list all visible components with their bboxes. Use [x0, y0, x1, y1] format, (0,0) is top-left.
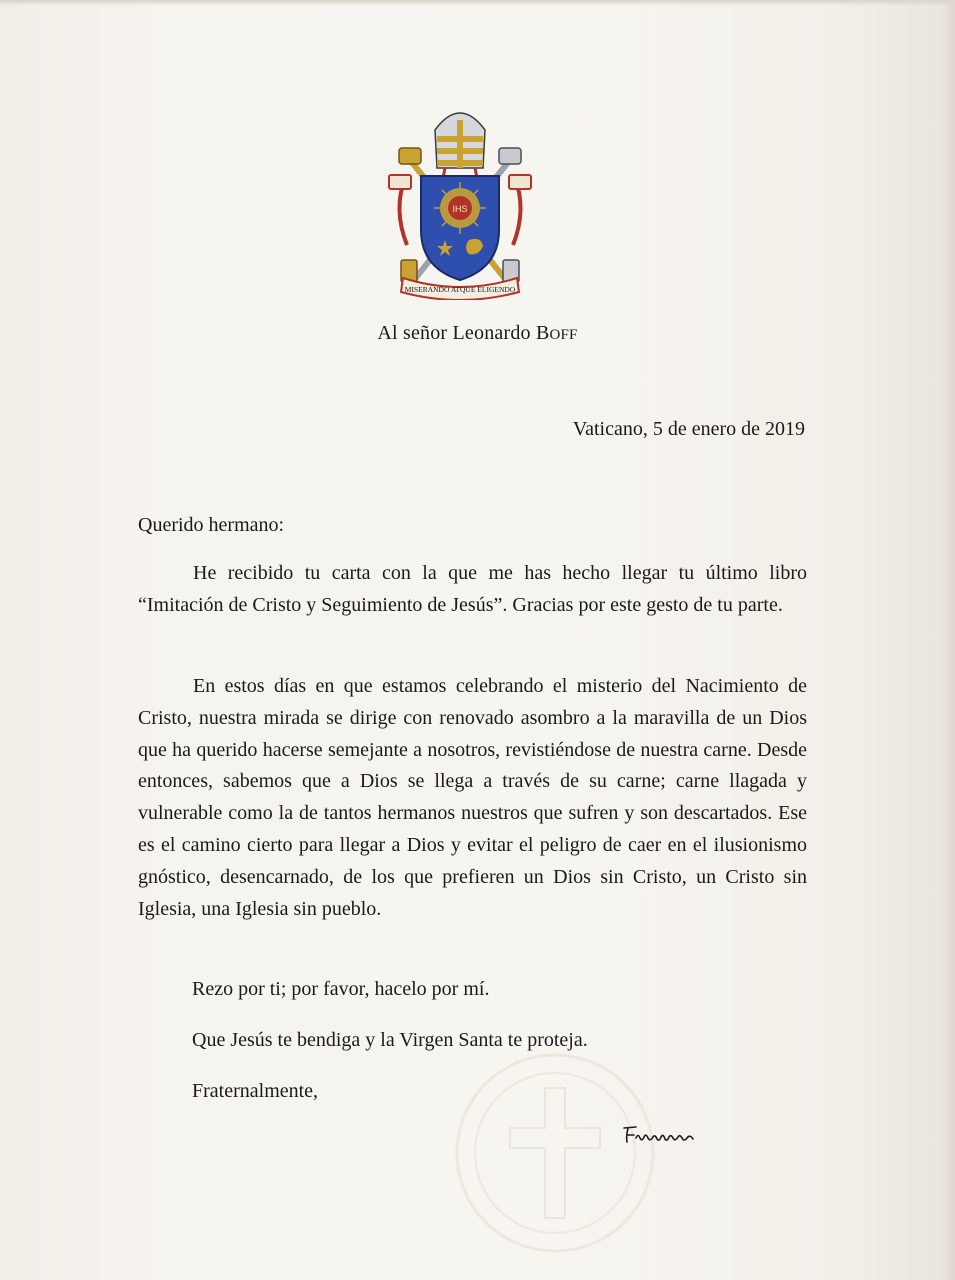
closing-line-prayer: Rezo por ti; por favor, hacelo por mí. — [192, 978, 490, 1000]
letter-paragraph-2: En estos días en que estamos celebrando el misterio del Nacimiento de Cristo, nuestra mirada se dirige con renovado asombro a la maravilla de un Dios que ha querido hacerse semejante a nosotros, revistiéndose de nuestra carne. Desde entonces, sabemos que a Dios se llega a través de su carne; carne llagada y vulnerable como la de tantos hermanos nuestros que sufren y son descartados. Ese es el camino cierto para llegar a Dios y evitar el peligro de caer en el ilusionismo gnóstico, desencarnado, de los que prefieren un Dios sin Cristo, un Cristo sin Iglesia, una Iglesia sin pueblo. — [138, 675, 807, 920]
embossed-seal-icon — [450, 1048, 660, 1258]
dateline: Vaticano, 5 de enero de 2019 — [572, 418, 805, 440]
closing-line-blessing: Que Jesús te bendiga y la Virgen Santa te proteja. — [192, 1029, 588, 1051]
recipient-line — [0, 322, 955, 345]
svg-text:IHS: IHS — [452, 204, 468, 214]
salutation: Querido hermano: — [138, 514, 285, 536]
paper-top-edge — [0, 0, 955, 6]
motto-ribbon — [401, 278, 519, 300]
paper-right-edge — [941, 0, 955, 1280]
papal-coat-of-arms-icon — [385, 100, 535, 300]
signature-francisco — [620, 1118, 700, 1152]
closing-line-fraternally: Fraternalmente, — [192, 1080, 319, 1102]
recipient-prefix: Al señor Leonardo — [377, 322, 536, 344]
motto-text: MISERANDO ATQUE ELIGENDO — [404, 285, 516, 294]
mitre-icon — [435, 113, 485, 178]
recipient-surname-initial: B — [535, 322, 550, 344]
shield-icon — [421, 176, 499, 280]
recipient-surname-rest: OFF — [549, 327, 578, 343]
letter-paragraph-1: He recibido tu carta con la que me has hecho llegar tu último libro “Imitación de Cristo y Seguimiento de Jesús”. Gracias por este gesto de tu parte. — [138, 562, 807, 616]
